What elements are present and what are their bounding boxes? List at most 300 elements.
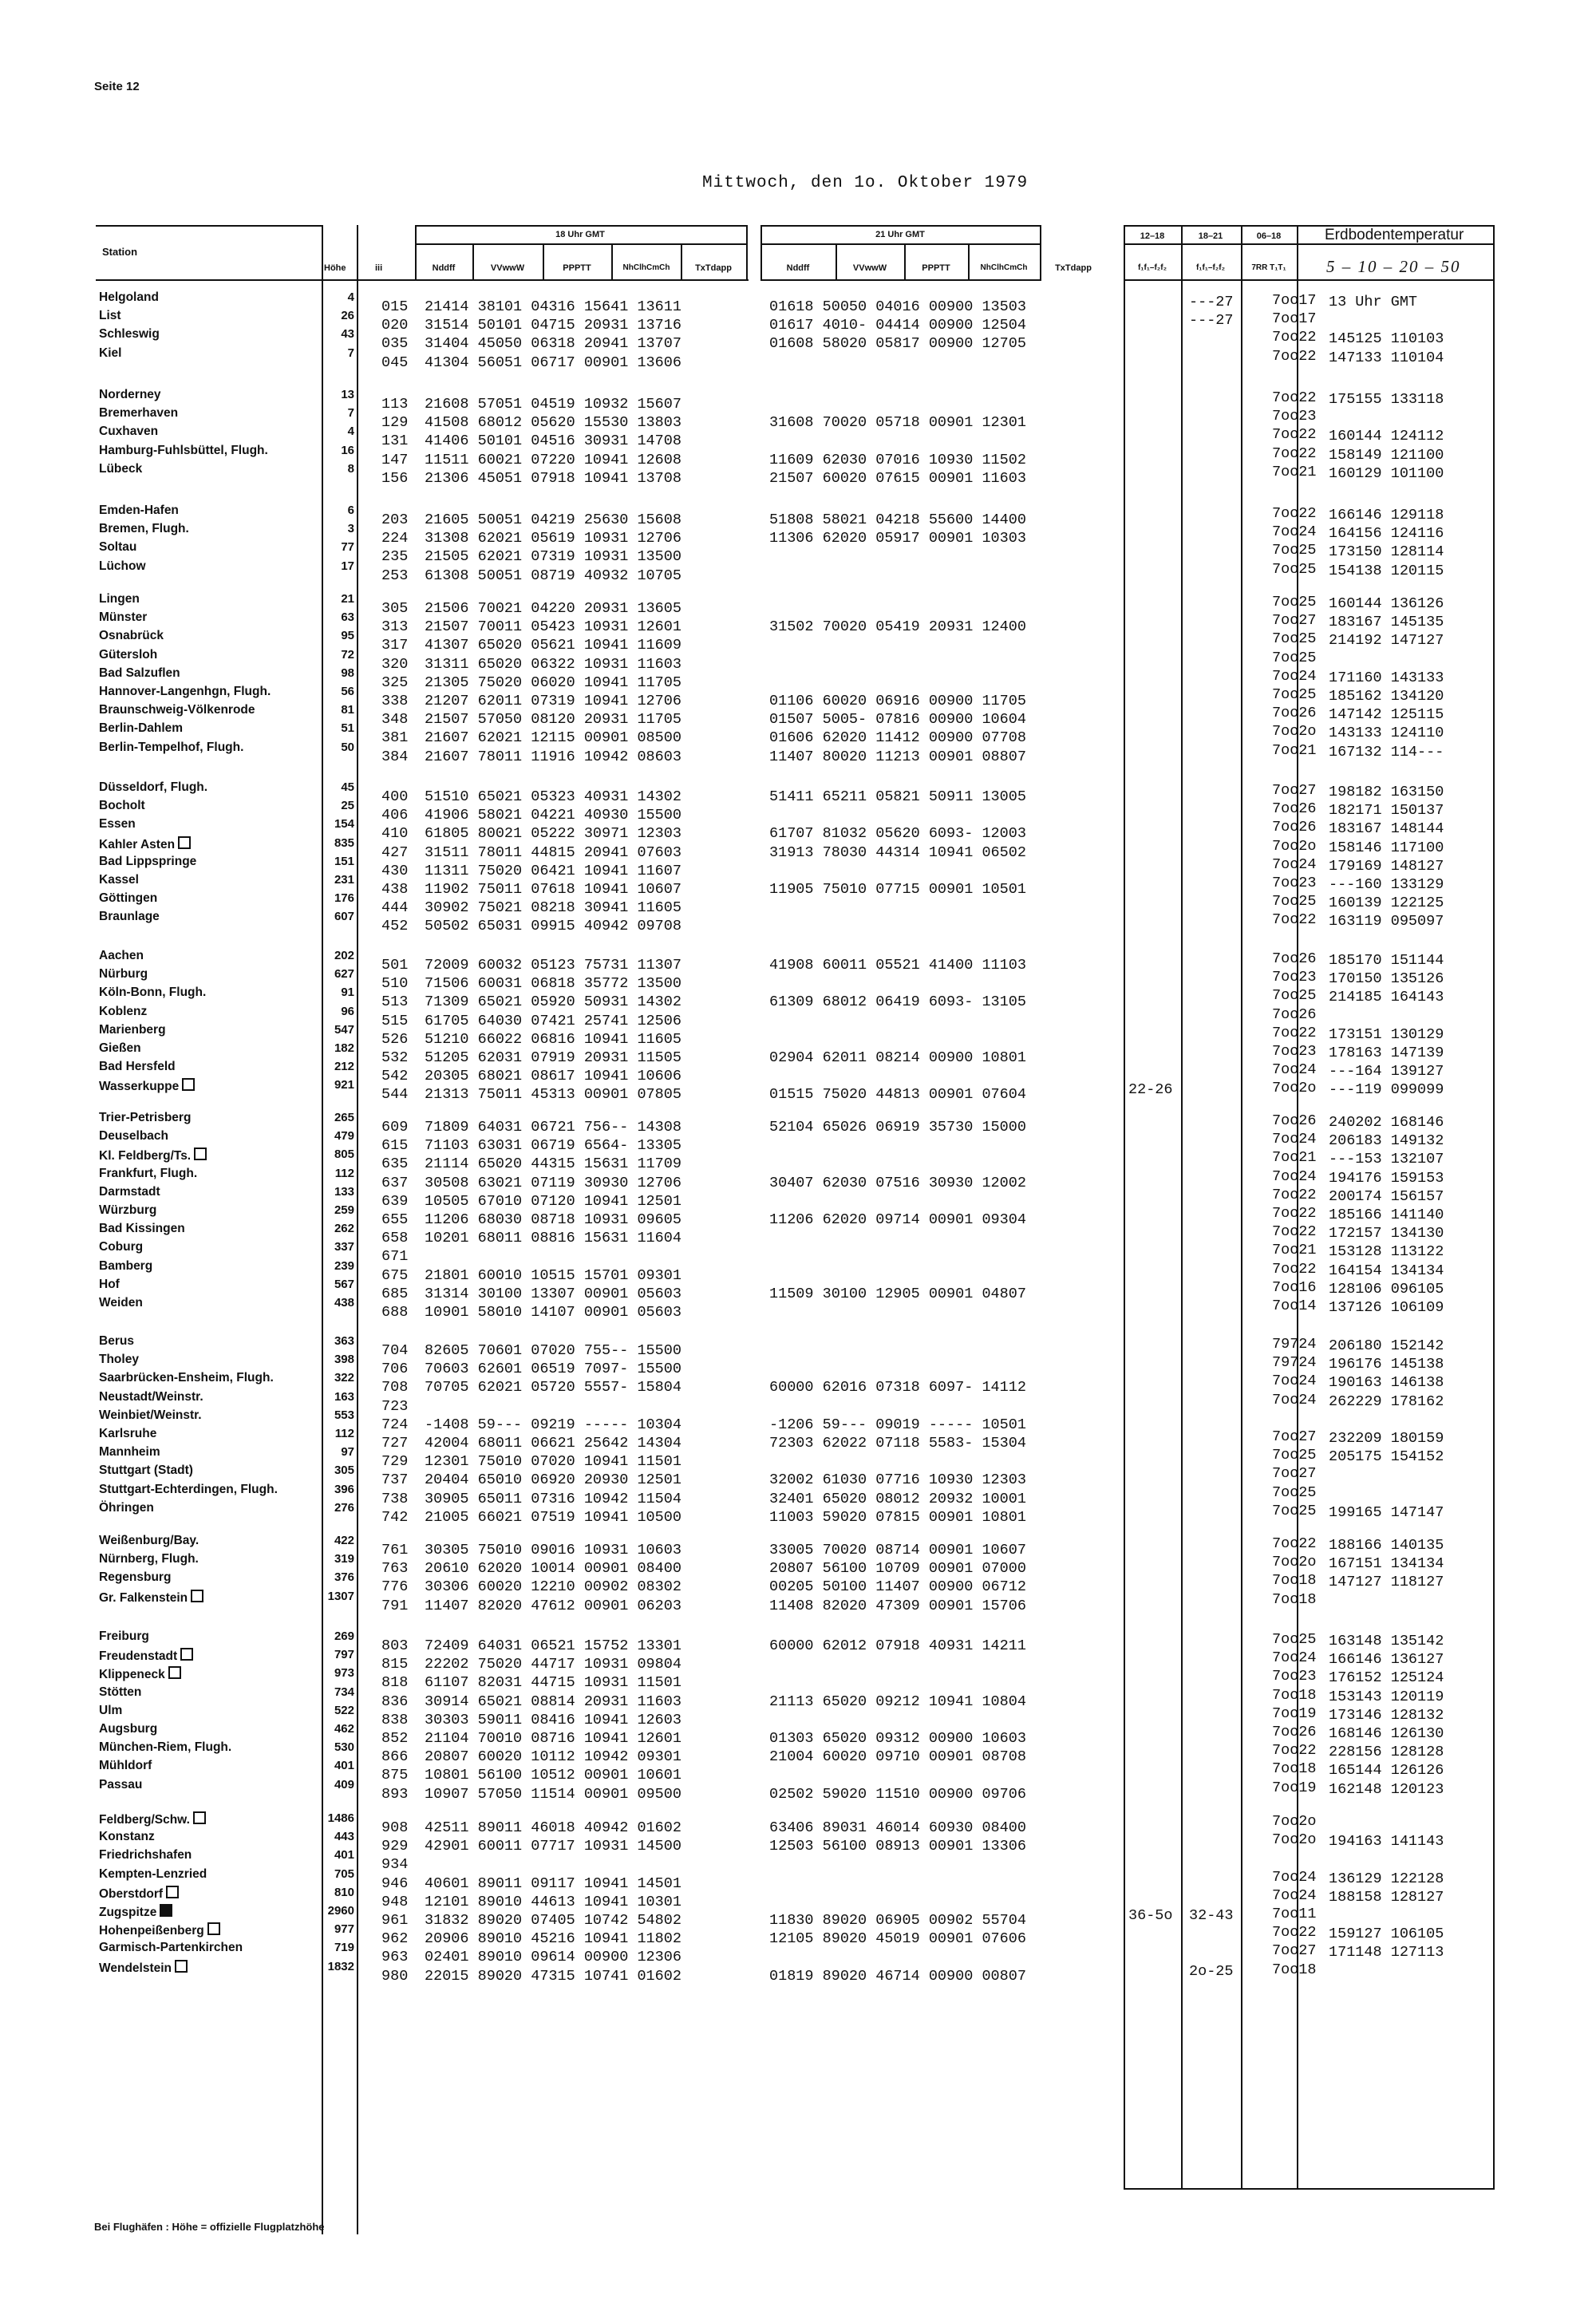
station-index: 615 <box>381 1137 409 1154</box>
soil-temperature: 160139 122125 <box>1329 895 1444 911</box>
obs-18-utc: 42511 89011 46018 40942 01602 <box>425 1819 681 1836</box>
obs-18-utc: 20404 65010 06920 20930 12501 <box>425 1471 681 1488</box>
station-name: Braunschweig-Völkenrode <box>99 703 255 717</box>
obs-18-utc: 51510 65021 05323 40931 14302 <box>425 788 681 805</box>
station-index: 253 <box>381 567 409 584</box>
group-7rr: 7oo22 <box>1272 389 1317 406</box>
group-7rr: 7oo23 <box>1272 1043 1317 1060</box>
group-7rr: 7oo22 <box>1272 348 1317 365</box>
obs-18-utc: 30508 63021 07119 30930 12706 <box>425 1175 681 1191</box>
station-index: 510 <box>381 975 409 992</box>
soil-temperature: ---164 139127 <box>1329 1063 1444 1080</box>
group-7rr: 7oo22 <box>1272 329 1317 346</box>
obs-18-utc: 31514 50101 04715 20931 13716 <box>425 317 681 334</box>
soil-temperature: 188158 128127 <box>1329 1889 1444 1906</box>
station-name: Gießen <box>99 1041 141 1055</box>
station-name: Cuxhaven <box>99 425 159 438</box>
station-height: 401 <box>334 1848 354 1862</box>
station-height: 835 <box>334 836 354 850</box>
station-name: Kahler Asten <box>99 836 191 852</box>
soil-temperature: 194176 159153 <box>1329 1170 1444 1187</box>
station-height: 810 <box>334 1886 354 1899</box>
station-name: Bad Salzuflen <box>99 666 180 680</box>
obs-18-utc: 31314 30100 13307 00901 05603 <box>425 1286 681 1302</box>
station-index: 688 <box>381 1304 409 1321</box>
station-name: Kassel <box>99 873 139 887</box>
station-height: 977 <box>334 1922 354 1936</box>
station-name: Bad Kissingen <box>99 1222 185 1235</box>
obs-21-utc: 12105 89020 45019 00901 07606 <box>769 1930 1026 1947</box>
soil-temperature: 147142 125115 <box>1329 706 1444 723</box>
obs-18-utc: 42901 60011 07717 10931 14500 <box>425 1838 681 1855</box>
obs-18-utc: 30914 65021 08814 20931 11603 <box>425 1693 681 1710</box>
obs-21-utc: 11408 82020 47309 00901 15706 <box>769 1598 1026 1614</box>
group-7rr: 79724 <box>1272 1336 1317 1353</box>
station-height: 269 <box>334 1629 354 1643</box>
station-name: Lingen <box>99 592 140 606</box>
group-7rr: 7oo2o <box>1272 838 1317 855</box>
obs-21-utc: 11306 62020 05917 00901 10303 <box>769 530 1026 547</box>
station-name: Gütersloh <box>99 648 158 662</box>
group-7rr: 7oo22 <box>1272 505 1317 522</box>
group-7rr: 7oo25 <box>1272 1631 1317 1648</box>
station-index: 609 <box>381 1119 409 1136</box>
group-7rr: 7oo24 <box>1272 1649 1317 1666</box>
obs-18-utc: 61705 64030 07421 25741 12506 <box>425 1013 681 1029</box>
station-height: 231 <box>334 873 354 887</box>
obs-18-utc: 61107 82031 44715 10931 11501 <box>425 1674 681 1691</box>
obs-18-utc: 11902 75011 07618 10941 10607 <box>425 881 681 898</box>
station-name: Soltau <box>99 540 137 554</box>
station-height: 627 <box>334 967 354 981</box>
obs-21-utc: 60000 62012 07918 40931 14211 <box>769 1637 1026 1654</box>
soil-temperature: 240202 168146 <box>1329 1114 1444 1131</box>
station-height: 479 <box>334 1129 354 1143</box>
obs-21-utc: 02502 59020 11510 00900 09706 <box>769 1786 1026 1803</box>
station-index: 410 <box>381 825 409 842</box>
soil-temperature: 179169 148127 <box>1329 858 1444 875</box>
obs-18-utc: 21005 66021 07519 10941 10500 <box>425 1509 681 1526</box>
station-index: 704 <box>381 1342 409 1359</box>
station-height: 319 <box>334 1552 354 1566</box>
station-name: Oberstdorf <box>99 1886 179 1902</box>
soil-temperature: 159127 106105 <box>1329 1926 1444 1942</box>
station-height: 91 <box>341 986 354 999</box>
station-name: Hamburg-Fuhlsbüttel, Flugh. <box>99 444 268 457</box>
group-7rr: 7oo26 <box>1272 705 1317 721</box>
station-index: 655 <box>381 1211 409 1228</box>
station-name: Braunlage <box>99 910 160 923</box>
group-7rr: 7oo25 <box>1272 594 1317 610</box>
group-7rr: 7oo24 <box>1272 523 1317 540</box>
group-7rr: 7oo22 <box>1272 1924 1317 1941</box>
group-7rr: 7oo22 <box>1272 1261 1317 1278</box>
station-height: 376 <box>334 1570 354 1584</box>
header-21-clouds: NhClhCmCh <box>980 263 1028 272</box>
obs-18-utc: 41406 50101 04516 30931 14708 <box>425 433 681 449</box>
station-index: 438 <box>381 881 409 898</box>
station-name: Bamberg <box>99 1259 153 1273</box>
soil-temperature: 170150 135126 <box>1329 970 1444 987</box>
header-21-nddff: Nddff <box>786 263 810 273</box>
station-name: Freiburg <box>99 1629 149 1643</box>
station-index: 224 <box>381 530 409 547</box>
obs-18-utc: 11206 68030 08718 10931 09605 <box>425 1211 681 1228</box>
station-height: 567 <box>334 1278 354 1291</box>
station-height: 16 <box>341 444 354 457</box>
station-name: Berlin-Tempelhof, Flugh. <box>99 741 244 754</box>
station-index: 313 <box>381 618 409 635</box>
station-height: 8 <box>347 462 354 476</box>
obs-18-utc: 31311 65020 06322 10931 11603 <box>425 656 681 673</box>
obs-18-utc: 42004 68011 06621 25642 14304 <box>425 1435 681 1452</box>
header-range-12-18: 12–18 <box>1140 231 1165 241</box>
soil-temperature: 185162 134120 <box>1329 688 1444 705</box>
station-name: Saarbrücken-Ensheim, Flugh. <box>99 1371 274 1385</box>
station-name: Münster <box>99 610 148 624</box>
station-name: Mannheim <box>99 1445 160 1459</box>
obs-18-utc: 51210 66022 06816 10941 11605 <box>425 1031 681 1048</box>
station-height: 438 <box>334 1296 354 1309</box>
station-name: Lübeck <box>99 462 143 476</box>
station-index: 934 <box>381 1856 409 1873</box>
group-7rr: 7oo14 <box>1272 1298 1317 1314</box>
obs-18-utc: 31511 78011 44815 20941 07603 <box>425 844 681 861</box>
station-index: 515 <box>381 1013 409 1029</box>
obs-18-utc: 22202 75020 44717 10931 09804 <box>425 1656 681 1673</box>
obs-21-utc: 51808 58021 04218 55600 14400 <box>769 512 1026 528</box>
station-height: 1307 <box>327 1590 354 1603</box>
obs-18-utc: 21607 62021 12115 00901 08500 <box>425 729 681 746</box>
station-index: 532 <box>381 1049 409 1066</box>
station-name: Wasserkuppe <box>99 1078 195 1094</box>
obs-21-utc: 41908 60011 05521 41400 11103 <box>769 957 1026 974</box>
soil-temperature: 188166 140135 <box>1329 1537 1444 1554</box>
station-name: Köln-Bonn, Flugh. <box>99 986 207 999</box>
obs-21-utc: 11609 62030 07016 10930 11502 <box>769 452 1026 468</box>
station-height: 7 <box>347 346 354 360</box>
group-7rr: 7oo27 <box>1272 782 1317 799</box>
obs-18-utc: 21506 70021 04220 20931 13605 <box>425 600 681 617</box>
obs-21-utc: 01608 58020 05817 00900 12705 <box>769 335 1026 352</box>
soil-temperature: 196176 145138 <box>1329 1356 1444 1373</box>
station-height: 26 <box>341 309 354 322</box>
station-index: 815 <box>381 1656 409 1673</box>
soil-temperature: 154138 120115 <box>1329 563 1444 579</box>
range-18-21: ---27 <box>1189 312 1234 329</box>
station-height: 363 <box>334 1334 354 1348</box>
group-7rr: 7oo11 <box>1272 1906 1317 1922</box>
station-index: 727 <box>381 1435 409 1452</box>
station-name: Emden-Hafen <box>99 504 179 517</box>
obs-18-utc: 22015 89020 47315 10741 01602 <box>425 1968 681 1985</box>
station-height: 337 <box>334 1240 354 1254</box>
station-height: 13 <box>341 388 354 401</box>
soil-temperature: 173146 128132 <box>1329 1707 1444 1724</box>
obs-21-utc: -1206 59--- 09019 ----- 10501 <box>769 1416 1026 1433</box>
header-hoehe: Höhe <box>324 263 346 273</box>
station-index: 015 <box>381 298 409 315</box>
obs-18-utc: 31404 45050 06318 20941 13707 <box>425 335 681 352</box>
obs-21-utc: 61707 81032 05620 6093- 12003 <box>769 825 1026 842</box>
station-name: Mühldorf <box>99 1759 152 1772</box>
obs-18-utc: 82605 70601 07020 755-- 15500 <box>425 1342 681 1359</box>
obs-18-utc: 21104 70010 08716 10941 12601 <box>425 1730 681 1747</box>
group-7rr: 7oo21 <box>1272 742 1317 759</box>
soil-temperature: 165144 126126 <box>1329 1762 1444 1779</box>
obs-21-utc: 63406 89031 46014 60930 08400 <box>769 1819 1026 1836</box>
station-height: 409 <box>334 1778 354 1791</box>
obs-18-utc: 21505 62021 07319 10931 13500 <box>425 548 681 565</box>
soil-temperature: 153128 113122 <box>1329 1243 1444 1260</box>
group-7rr: 7oo24 <box>1272 1168 1317 1185</box>
obs-18-utc: 21306 45051 07918 10941 13708 <box>425 470 681 487</box>
station-name: Helgoland <box>99 290 159 304</box>
soil-temperature: 145125 110103 <box>1329 330 1444 347</box>
soil-temperature: 158149 121100 <box>1329 447 1444 464</box>
group-7rr: 7oo2o <box>1272 1813 1317 1830</box>
station-name: Berlin-Dahlem <box>99 721 184 735</box>
header-station: Station <box>102 246 138 258</box>
range-18-21: ---27 <box>1189 294 1234 310</box>
soil-temperature: 137126 106109 <box>1329 1299 1444 1316</box>
station-height: 553 <box>334 1408 354 1422</box>
footnote: Bei Flughäfen : Höhe = offizielle Flugplatzhöhe <box>94 2221 325 2233</box>
soil-temperature: 178163 147139 <box>1329 1045 1444 1061</box>
station-name: Konstanz <box>99 1830 155 1843</box>
station-name: Schleswig <box>99 327 160 341</box>
group-7rr: 7oo22 <box>1272 1187 1317 1203</box>
station-height: 21 <box>341 592 354 606</box>
obs-18-utc: 21114 65020 44315 15631 11709 <box>425 1155 681 1172</box>
obs-18-utc: 21801 60010 10515 15701 09301 <box>425 1267 681 1284</box>
station-name: Göttingen <box>99 891 158 905</box>
station-name: Koblenz <box>99 1005 148 1018</box>
group-7rr: 7oo26 <box>1272 1112 1317 1129</box>
obs-18-utc: 10801 56100 10512 00901 10601 <box>425 1767 681 1784</box>
station-height: 4 <box>347 425 354 438</box>
group-7rr: 7oo2o <box>1272 723 1317 740</box>
obs-21-utc: 52104 65026 06919 35730 15000 <box>769 1119 1026 1136</box>
obs-18-utc: 21607 78011 11916 10942 08603 <box>425 749 681 765</box>
station-index: 513 <box>381 993 409 1010</box>
square-icon <box>191 1590 203 1602</box>
station-height: 7 <box>347 406 354 420</box>
station-height: 133 <box>334 1185 354 1199</box>
obs-18-utc: 70603 62601 06519 7097- 15500 <box>425 1361 681 1377</box>
obs-18-utc: 71103 63031 06719 6564- 13305 <box>425 1137 681 1154</box>
date-line: Mittwoch, den 1o. Oktober 1979 <box>702 174 1029 192</box>
soil-temperature: 163148 135142 <box>1329 1633 1444 1649</box>
station-index: 946 <box>381 1875 409 1892</box>
station-index: 742 <box>381 1509 409 1526</box>
soil-temperature: 160129 101100 <box>1329 465 1444 482</box>
station-height: 462 <box>334 1722 354 1736</box>
obs-18-utc: 20305 68021 08617 10941 10606 <box>425 1068 681 1084</box>
soil-temperature: 158146 117100 <box>1329 839 1444 856</box>
obs-21-utc: 61309 68012 06419 6093- 13105 <box>769 993 1026 1010</box>
group-7rr: 7oo24 <box>1272 1392 1317 1408</box>
station-index: 818 <box>381 1674 409 1691</box>
soil-temperature: 167132 114--- <box>1329 744 1444 760</box>
station-name: Osnabrück <box>99 629 164 642</box>
header-depth-intervals: 5 – 10 – 20 – 50 <box>1326 257 1461 276</box>
soil-temperature: 173151 130129 <box>1329 1026 1444 1043</box>
station-height: 797 <box>334 1648 354 1661</box>
range-12-18: 36-5o <box>1128 1907 1173 1924</box>
station-index: 738 <box>381 1491 409 1507</box>
obs-18-utc: 21507 57050 08120 20931 11705 <box>425 711 681 728</box>
obs-18-utc: 11311 75020 06421 10941 11607 <box>425 863 681 879</box>
station-height: 77 <box>341 540 354 554</box>
range-18-21: 32-43 <box>1189 1907 1234 1924</box>
station-name: Passau <box>99 1778 143 1791</box>
obs-21-utc: 31502 70020 05419 20931 12400 <box>769 618 1026 635</box>
station-height: 151 <box>334 855 354 868</box>
station-height: 522 <box>334 1704 354 1717</box>
station-name: Kl. Feldberg/Ts. <box>99 1148 207 1163</box>
station-name: Friedrichshafen <box>99 1848 192 1862</box>
station-index: 381 <box>381 729 409 746</box>
soil-temperature: 136129 122128 <box>1329 1870 1444 1887</box>
station-index: 338 <box>381 693 409 709</box>
station-index: 685 <box>381 1286 409 1302</box>
station-name: Bremen, Flugh. <box>99 522 189 535</box>
station-height: 719 <box>334 1941 354 1954</box>
square-icon <box>194 1148 207 1160</box>
obs-18-utc: 10907 57050 11514 00901 09500 <box>425 1786 681 1803</box>
station-height: 1486 <box>327 1811 354 1825</box>
station-index: 348 <box>381 711 409 728</box>
obs-18-utc: 30306 60020 12210 00902 08302 <box>425 1578 681 1595</box>
obs-18-utc: 02401 89010 09614 00900 12306 <box>425 1949 681 1965</box>
soil-temperature: 164154 134134 <box>1329 1262 1444 1279</box>
station-name: Neustadt/Weinstr. <box>99 1390 203 1404</box>
header-21-temp: TxTdapp <box>1055 263 1092 273</box>
station-name: Augsburg <box>99 1722 158 1736</box>
header-18-pppt: PPPTT <box>563 263 591 273</box>
header-sub-06-18: 7RR T₁T₁ <box>1251 263 1286 272</box>
obs-18-utc: 41304 56051 06717 00901 13606 <box>425 354 681 371</box>
soil-temperature: 185166 141140 <box>1329 1207 1444 1223</box>
station-name: Nürnberg, Flugh. <box>99 1552 199 1566</box>
station-index: 875 <box>381 1767 409 1784</box>
station-height: 95 <box>341 629 354 642</box>
station-name: Berus <box>99 1334 134 1348</box>
station-height: 705 <box>334 1867 354 1881</box>
station-index: 671 <box>381 1248 409 1265</box>
station-height: 112 <box>334 1167 354 1180</box>
station-name: Lüchow <box>99 559 146 573</box>
station-height: 262 <box>334 1222 354 1235</box>
station-index: 838 <box>381 1712 409 1728</box>
page-number: Seite 12 <box>94 80 140 93</box>
obs-21-utc: 21507 60020 07615 00901 11603 <box>769 470 1026 487</box>
station-index: 763 <box>381 1560 409 1577</box>
station-name: Nürburg <box>99 967 148 981</box>
station-index: 791 <box>381 1598 409 1614</box>
station-height: 276 <box>334 1501 354 1515</box>
obs-18-utc: 21305 75020 06020 10941 11705 <box>425 674 681 691</box>
station-index: 384 <box>381 749 409 765</box>
station-name: Weiden <box>99 1296 143 1309</box>
station-index: 908 <box>381 1819 409 1836</box>
soil-temperature: 176152 125124 <box>1329 1669 1444 1686</box>
obs-18-utc: 21507 70011 05423 10931 12601 <box>425 618 681 635</box>
obs-18-utc: 10901 58010 14107 00901 05603 <box>425 1304 681 1321</box>
soil-temperature: 162148 120123 <box>1329 1781 1444 1798</box>
header-18-nddff: Nddff <box>432 263 456 273</box>
group-7rr: 7oo21 <box>1272 464 1317 480</box>
obs-18-utc: 71309 65021 05920 50931 14302 <box>425 993 681 1010</box>
obs-18-utc: 21414 38101 04316 15641 13611 <box>425 298 681 315</box>
obs-18-utc: 21608 57051 04519 10932 15607 <box>425 396 681 413</box>
station-index: 305 <box>381 600 409 617</box>
station-name: Ulm <box>99 1704 123 1717</box>
station-height: 973 <box>334 1666 354 1680</box>
soil-temperature: 200174 156157 <box>1329 1188 1444 1205</box>
group-7rr: 7oo22 <box>1272 426 1317 443</box>
obs-18-utc: 12101 89010 44613 10941 10301 <box>425 1894 681 1910</box>
station-index: 452 <box>381 918 409 934</box>
soil-temperature: 182171 150137 <box>1329 802 1444 819</box>
station-height: 805 <box>334 1148 354 1161</box>
station-name: Trier-Petrisberg <box>99 1111 192 1124</box>
group-7rr: 7oo25 <box>1272 1447 1317 1464</box>
station-index: 637 <box>381 1175 409 1191</box>
obs-18-utc: 30905 65011 07316 10942 11504 <box>425 1491 681 1507</box>
group-7rr: 7oo18 <box>1272 1687 1317 1704</box>
soil-temperature: 147127 118127 <box>1329 1574 1444 1590</box>
obs-21-utc: 11830 89020 06905 00902 55704 <box>769 1912 1026 1929</box>
obs-21-utc: 33005 70020 08714 00901 10607 <box>769 1542 1026 1558</box>
soil-temperature: 166146 129118 <box>1329 507 1444 523</box>
obs-21-utc: 01106 60020 06916 00900 11705 <box>769 693 1026 709</box>
obs-18-utc: 51205 62031 07919 20931 11505 <box>425 1049 681 1066</box>
soil-temperature: 128106 096105 <box>1329 1281 1444 1298</box>
group-7rr: 7oo26 <box>1272 819 1317 835</box>
station-name: Hohenpeißenberg <box>99 1922 220 1938</box>
station-height: 163 <box>334 1390 354 1404</box>
obs-21-utc: 11509 30100 12905 00901 04807 <box>769 1286 1026 1302</box>
group-7rr: 7oo17 <box>1272 292 1317 309</box>
obs-18-utc: 40601 89011 09117 10941 14501 <box>425 1875 681 1892</box>
station-index: 203 <box>381 512 409 528</box>
group-7rr: 7oo18 <box>1272 1591 1317 1608</box>
group-7rr: 7oo19 <box>1272 1780 1317 1796</box>
station-index: 929 <box>381 1838 409 1855</box>
group-7rr: 7oo26 <box>1272 800 1317 817</box>
obs-21-utc: 01819 89020 46714 00900 00807 <box>769 1968 1026 1985</box>
obs-21-utc: 01507 5005- 07816 00900 10604 <box>769 711 1026 728</box>
obs-21-utc: 01515 75020 44813 00901 07604 <box>769 1086 1026 1103</box>
station-index: 729 <box>381 1453 409 1470</box>
group-7rr: 7oo18 <box>1272 1760 1317 1777</box>
station-index: 544 <box>381 1086 409 1103</box>
station-height: 6 <box>347 504 354 517</box>
obs-18-utc: 20610 62020 10014 00901 08400 <box>425 1560 681 1577</box>
soil-temperature: 167151 134134 <box>1329 1555 1444 1572</box>
station-index: 325 <box>381 674 409 691</box>
soil-temperature: 143133 124110 <box>1329 725 1444 741</box>
obs-21-utc: 32002 61030 07716 10930 12303 <box>769 1471 1026 1488</box>
soil-temperature: ---160 133129 <box>1329 876 1444 893</box>
square-icon <box>175 1960 188 1973</box>
station-index: 526 <box>381 1031 409 1048</box>
station-name: Bocholt <box>99 799 145 812</box>
obs-18-utc: 21605 50051 04219 25630 15608 <box>425 512 681 528</box>
soil-temperature: 199165 147147 <box>1329 1504 1444 1521</box>
